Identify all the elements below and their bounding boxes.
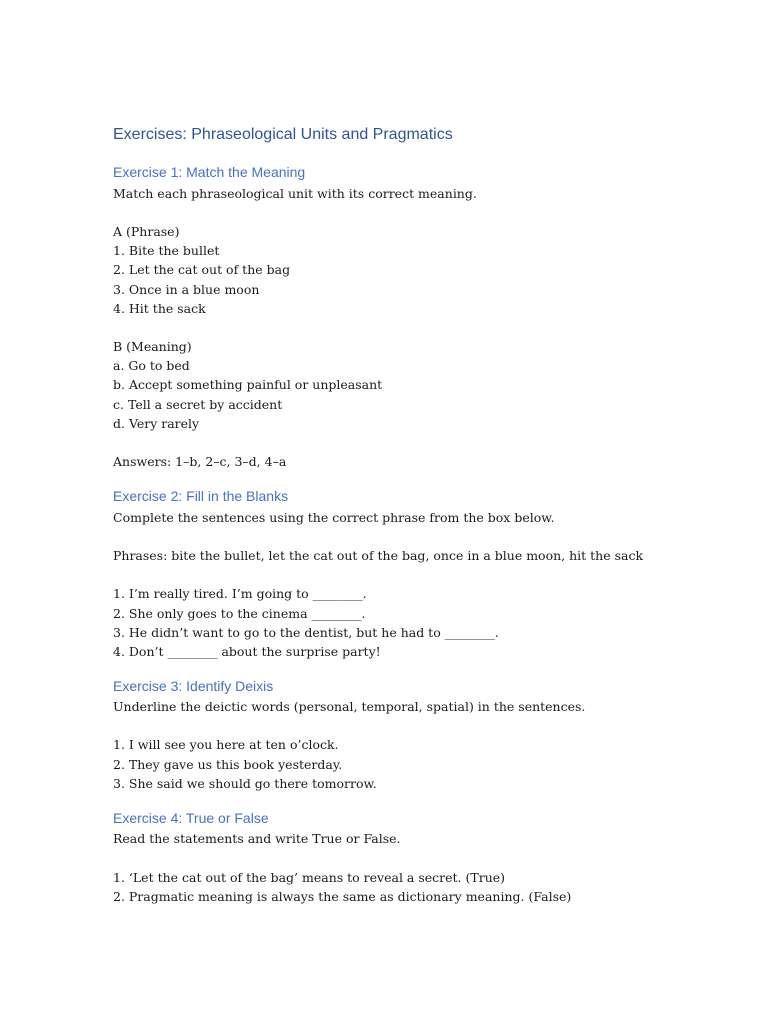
- exercise-1-heading: Exercise 1: Match the Meaning: [113, 164, 306, 180]
- phrase-item: 1. Bite the bullet: [113, 243, 220, 258]
- blank-sentence: 3. He didn’t want to go to the dentist, but he had to ________.: [113, 625, 499, 640]
- blank-sentence: 2. She only goes to the cinema ________.: [113, 606, 366, 621]
- deixis-sentence: 2. They gave us this book yesterday.: [113, 757, 343, 772]
- document-title: Exercises: Phraseological Units and Pragmatics: [113, 126, 453, 143]
- true-false-statement: 1. ‘Let the cat out of the bag’ means to reveal a secret. (True): [113, 870, 506, 885]
- blank-sentence: 1. I’m really tired. I’m going to ________.: [113, 586, 367, 601]
- exercise-4-instruction: Read the statements and write True or False.: [113, 831, 401, 846]
- exercise-4-heading: Exercise 4: True or False: [113, 810, 269, 826]
- phrase-item: 4. Hit the sack: [113, 301, 206, 316]
- phrases-box: Phrases: bite the bullet, let the cat out of the bag, once in a blue moon, hit the sack: [113, 548, 644, 563]
- true-false-statement: 2. Pragmatic meaning is always the same as dictionary meaning. (False): [113, 889, 572, 904]
- exercise-2-heading: Exercise 2: Fill in the Blanks: [113, 488, 289, 504]
- exercise-3-heading: Exercise 3: Identify Deixis: [113, 678, 274, 694]
- exercise-2-instruction: Complete the sentences using the correct phrase from the box below.: [113, 510, 555, 525]
- meaning-item: b. Accept something painful or unpleasant: [113, 377, 383, 392]
- meaning-item: a. Go to bed: [113, 358, 190, 373]
- phrase-item: 2. Let the cat out of the bag: [113, 262, 291, 277]
- phrase-item: 3. Once in a blue moon: [113, 282, 260, 297]
- column-a-label: A (Phrase): [113, 224, 180, 239]
- meaning-item: d. Very rarely: [113, 416, 200, 431]
- exercise-1-instruction: Match each phraseological unit with its correct meaning.: [113, 186, 477, 201]
- meaning-item: c. Tell a secret by accident: [113, 397, 283, 412]
- deixis-sentence: 3. She said we should go there tomorrow.: [113, 776, 377, 791]
- blank-sentence: 4. Don’t ________ about the surprise party!: [113, 644, 381, 659]
- exercise-3-instruction: Underline the deictic words (personal, temporal, spatial) in the sentences.: [113, 699, 586, 714]
- exercise-1-answers: Answers: 1–b, 2–c, 3–d, 4–a: [113, 454, 287, 469]
- column-b-label: B (Meaning): [113, 339, 192, 354]
- deixis-sentence: 1. I will see you here at ten o’clock.: [113, 737, 339, 752]
